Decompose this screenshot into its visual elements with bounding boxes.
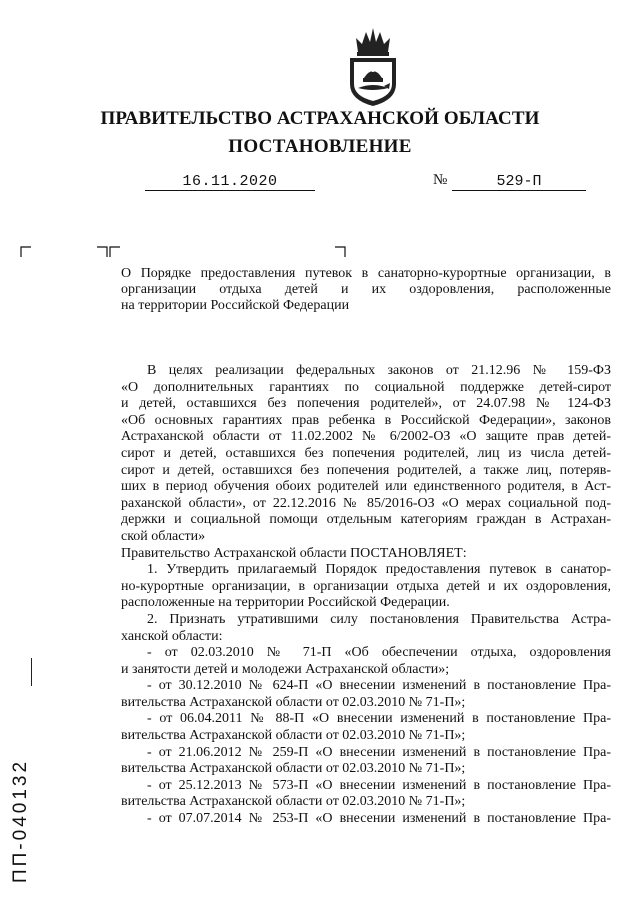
body-line: - от 25.12.2013 № 573-П «О внесении изменений в постановление Пра- <box>147 777 611 793</box>
body-line: - от 21.06.2012 № 259-П «О внесении изменений в постановление Пра- <box>147 744 611 760</box>
document-body <box>121 363 611 828</box>
coat-of-arms-icon <box>344 28 402 106</box>
body-line: Правительство Астраханской области ПОСТАНОВЛЯЕТ: <box>121 545 467 561</box>
document-number: 529-П <box>496 173 542 190</box>
body-line: В целях реализации федеральных законов от 21.12.96 № 159-ФЗ <box>147 363 611 378</box>
body-line: вительства Астраханской области от 02.03.2010 № 71-П»; <box>121 794 466 810</box>
body-line: - от 30.12.2010 № 624-П «О внесении изменений в постановление Пра- <box>147 678 611 694</box>
corner-mark-subject-right <box>334 246 346 258</box>
body-line: и занятости детей и молодежи Астраханской области»; <box>121 661 450 677</box>
body-line: и детей, оставшихся без попечения родителей», от 24.07.98 № 124-ФЗ <box>121 396 611 412</box>
body-line: 2. Признать утратившими силу постановления Правительства Астра- <box>147 611 611 627</box>
number-field <box>452 172 586 191</box>
body-line: вительства Астраханской области от 02.03.2010 № 71-П»; <box>121 694 466 710</box>
body-line: «О дополнительных гарантиях по социальной поддержке детей-сирот <box>121 379 611 395</box>
document-type: ПОСТАНОВЛЕНИЕ <box>228 136 412 157</box>
body-line: вительства Астраханской области от 02.03.2010 № 71-П»; <box>121 761 466 777</box>
margin-mark <box>31 658 32 686</box>
body-line: раханской области», от 22.12.2016 № 85/2016-ОЗ «О мерах социальной под- <box>121 495 611 511</box>
body-line: 1. Утвердить прилагаемый Порядок предоставления путевок в санатор- <box>147 562 611 578</box>
number-label: № <box>433 172 448 188</box>
body-line: ской области» <box>121 528 206 544</box>
body-line: сирот и детей, оставшихся без попечения родителей, лиц из числа детей- <box>121 445 611 461</box>
body-line: ханской области: <box>121 628 223 644</box>
body-line: - от 02.03.2010 № 71-П «Об обеспечении отдыха, оздоровления <box>147 645 611 661</box>
government-name: ПРАВИТЕЛЬСТВО АСТРАХАНСКОЙ ОБЛАСТИ <box>100 108 540 129</box>
body-line: - от 07.07.2014 № 253-П «О внесении изменений в постановление Пра- <box>147 811 611 827</box>
body-line: вительства Астраханской области от 02.03.2010 № 71-П»; <box>121 728 466 744</box>
document-date: 16.11.2020 <box>182 173 278 190</box>
body-line: «Об основных гарантиях прав ребенка в Российской Федерации», законов <box>121 412 611 428</box>
subject-line: организации отдыха детей и их оздоровления, расположенные <box>121 282 611 297</box>
body-line: - от 06.04.2011 № 88-П «О внесении изменений в постановление Пра- <box>147 711 611 727</box>
subject-line: О Порядке предоставления путевок в санаторно-курортные организации, в <box>121 266 611 281</box>
subject-line: на территории Российской Федерации <box>121 298 350 313</box>
corner-mark-subject-left <box>96 246 122 258</box>
document-subject <box>121 266 611 314</box>
body-line: ших в период обучения обоих родителей или единственного родителя, в Аст- <box>121 479 611 495</box>
body-line: расположенные на территории Российской Федерации. <box>121 595 450 611</box>
body-line: Астраханской области от 11.02.2002 № 6/2002-ОЗ «О защите прав детей- <box>121 429 611 445</box>
body-line: но-курортные организации, в организации отдыха детей и их оздоровления, <box>121 578 611 594</box>
body-line: сирот и детей, оставшихся без попечения родителей, а также лиц, потеряв- <box>121 462 611 478</box>
form-serial-code: ПП-040132 <box>10 758 31 883</box>
body-line: держки и социальной помощи отдельным категориям граждан в Астрахан- <box>121 512 611 528</box>
corner-mark-left <box>20 246 32 258</box>
date-field <box>145 172 315 191</box>
